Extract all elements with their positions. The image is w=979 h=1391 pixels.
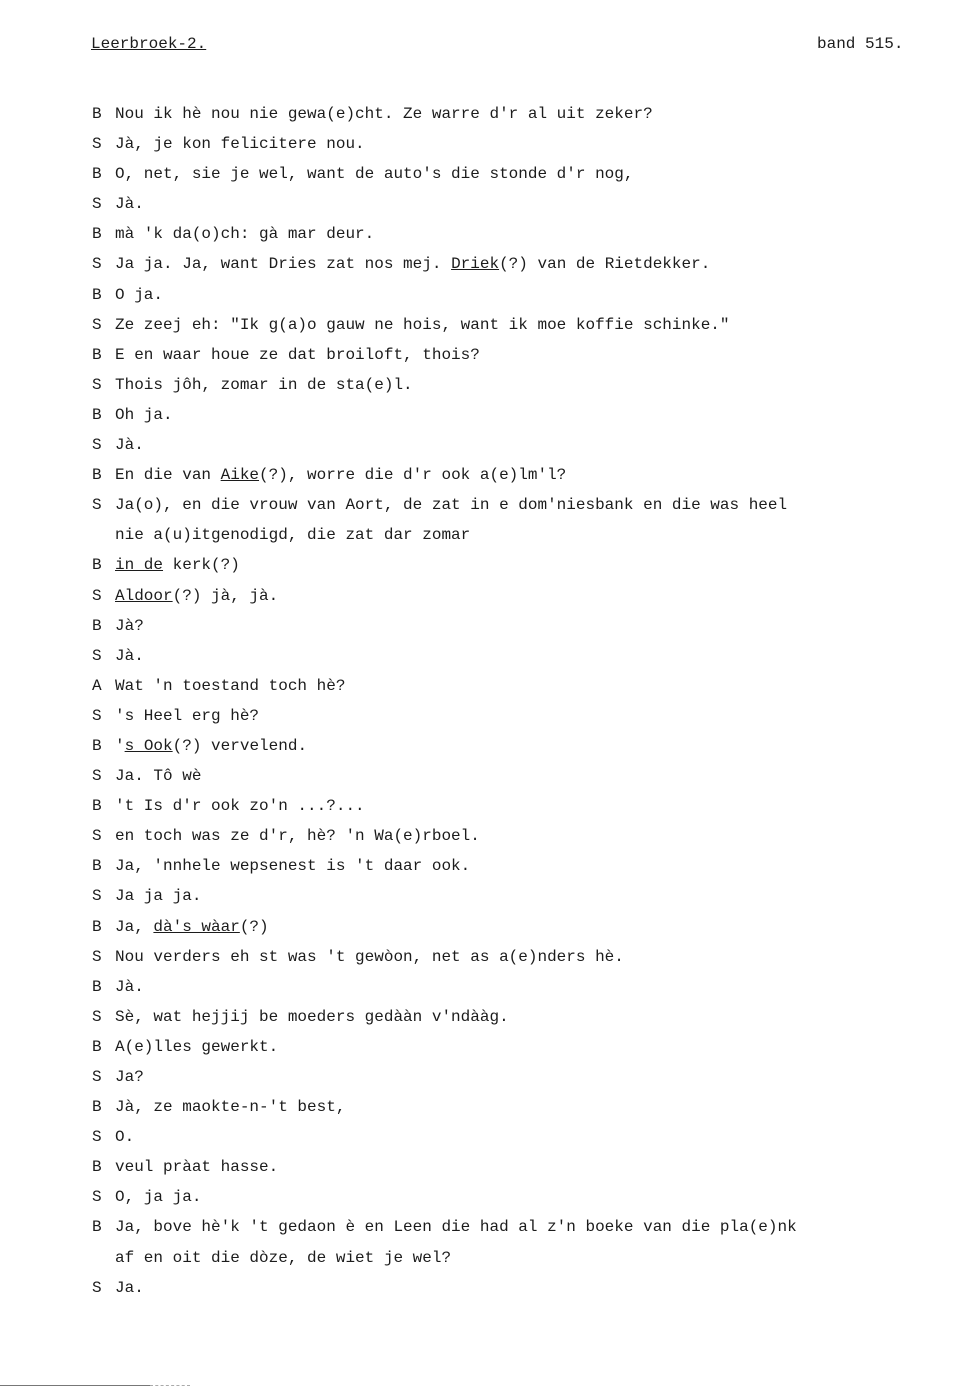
utterance-text: Jà. (115, 436, 144, 455)
utterance-text: Thois jôh, zomar in de sta(e)l. (115, 375, 413, 394)
speaker-label: B (92, 1158, 102, 1177)
transcript-line (92, 766, 892, 796)
speaker-label: B (92, 1218, 102, 1237)
transcript-line (92, 224, 892, 254)
band-number: band 515. (817, 35, 904, 53)
transcript-line (92, 1067, 892, 1097)
speaker-label: B (92, 285, 102, 304)
speaker-label: B (92, 616, 102, 635)
utterance-text: Wat 'n toestand toch hè? (115, 676, 346, 695)
underlined-text: dà's wàar (153, 917, 240, 936)
transcript-line (92, 104, 892, 134)
utterance-text: Sè, wat hejjij be moeders gedààn v'ndààg. (115, 1007, 509, 1026)
utterance-text: Ja. Tô wè (115, 767, 202, 786)
utterance-text: Jà, je kon felicitere nou. (115, 135, 365, 154)
footer-rule-dashed (150, 1385, 190, 1386)
speaker-label: B (92, 1098, 102, 1117)
utterance-text: Ja. (115, 1278, 144, 1297)
speaker-label: B (92, 977, 102, 996)
speaker-label: S (92, 586, 102, 605)
speaker-label: S (92, 1007, 102, 1026)
utterance-text: Jà. (115, 977, 144, 996)
speaker-label: S (92, 135, 102, 154)
speaker-label: B (92, 405, 102, 424)
transcript-line (92, 736, 892, 766)
transcript-body (92, 104, 892, 1308)
transcript-line (92, 555, 892, 585)
underlined-text: Driek (451, 255, 500, 274)
underlined-text: s Ook (124, 736, 173, 755)
transcript-line (92, 285, 892, 315)
footer-rule (0, 1385, 150, 1386)
utterance-text: Jà? (115, 616, 144, 635)
speaker-label: B (92, 225, 102, 244)
utterance-text: Ze zeej eh: "Ik g(a)o gauw ne hois, want ik moe koffie schinke." (115, 315, 730, 334)
underlined-text: Aike (220, 466, 260, 485)
utterance-text: En die van (115, 466, 221, 485)
transcript-line (92, 886, 892, 916)
speaker-label: S (92, 646, 102, 665)
utterance-text: Ja, (115, 917, 154, 936)
transcript-line (92, 435, 892, 465)
speaker-label: B (92, 917, 102, 936)
utterance-text: 's Heel erg hè? (115, 706, 260, 725)
speaker-label: B (92, 857, 102, 876)
transcript-line (92, 405, 892, 435)
utterance-text: Ja, 'nnhele wepsenest is 't daar ook. (115, 857, 471, 876)
transcript-line (92, 254, 892, 284)
speaker-label: S (92, 195, 102, 214)
document-title: Leerbroek-2. (91, 35, 207, 53)
utterance-text: Ja ja. Ja, want Dries zat nos mej. (115, 255, 452, 274)
underlined-text: Aldoor (115, 586, 173, 605)
speaker-label: S (92, 1188, 102, 1207)
transcript-line (92, 1278, 892, 1308)
utterance-text: Jà, ze maokte-n-'t best, (115, 1098, 346, 1117)
transcript-line (92, 646, 892, 676)
utterance-text: ' (115, 736, 125, 755)
transcript-line (92, 164, 892, 194)
transcript-line (92, 1007, 892, 1037)
transcript-line (92, 586, 892, 616)
transcript-line (92, 977, 892, 1007)
underlined-text: in de (115, 556, 164, 575)
utterance-text: Ja(o), en die vrouw van Aort, de zat in e dom'niesbank en die was heel (115, 496, 788, 515)
speaker-label: B (92, 466, 102, 485)
speaker-label: S (92, 315, 102, 334)
speaker-label: A (92, 676, 102, 695)
speaker-label: B (92, 797, 102, 816)
utterance-text: en toch was ze d'r, hè? 'n Wa(e)rboel. (115, 827, 480, 846)
transcript-line (92, 1097, 892, 1127)
utterance-text: O, ja ja. (115, 1188, 202, 1207)
utterance-text: mà 'k da(o)ch: gà mar deur. (115, 225, 375, 244)
speaker-label: S (92, 436, 102, 455)
transcript-line (92, 1248, 892, 1278)
utterance-text: Nou ik hè nou nie gewa(e)cht. Ze warre d'r al uit zeker? (115, 105, 653, 123)
transcript-line (92, 947, 892, 977)
transcript-line (92, 465, 892, 495)
speaker-label: B (92, 165, 102, 184)
transcript-line (92, 616, 892, 646)
speaker-label: S (92, 1068, 102, 1086)
utterance-text: A(e)lles gewerkt. (115, 1037, 279, 1056)
utterance-text: Ja, bove hè'k 't gedaon è en Leen die had al z'n boeke van die pla(e)nk (115, 1218, 797, 1237)
speaker-label: B (92, 556, 102, 575)
transcript-line (92, 1157, 892, 1187)
transcript-line (92, 706, 892, 736)
speaker-label: S (92, 255, 102, 274)
utterance-text: (?) jà, jà. (172, 586, 279, 605)
utterance-text: 't Is d'r ook zo'n ...?... (115, 797, 365, 816)
speaker-label: B (92, 736, 102, 755)
transcript-line (92, 826, 892, 856)
utterance-text: veul pràat hasse. (115, 1158, 279, 1177)
transcript-line (92, 1217, 892, 1247)
utterance-text: kerk(?) (163, 556, 240, 575)
speaker-label: S (92, 1278, 102, 1297)
speaker-label: S (92, 496, 102, 515)
speaker-label: S (92, 827, 102, 846)
speaker-label: S (92, 375, 102, 394)
utterance-text: O. (115, 1128, 135, 1147)
transcript-line (92, 134, 892, 164)
utterance-text: Oh ja. (115, 405, 173, 424)
utterance-text: (?), worre die d'r ook a(e)lm'l? (259, 466, 567, 485)
utterance-text: Ja? (115, 1068, 144, 1086)
transcript-line (92, 917, 892, 947)
transcript-line (92, 495, 892, 525)
speaker-label: S (92, 706, 102, 725)
utterance-text: O, net, sie je wel, want de auto's die stonde d'r nog, (115, 165, 634, 184)
transcript-line (92, 375, 892, 405)
transcript-line (92, 194, 892, 224)
speaker-label: B (92, 345, 102, 364)
transcript-line (92, 1127, 892, 1157)
utterance-text: Nou verders eh st was 't gewòon, net as a(e)nders hè. (115, 947, 624, 966)
utterance-text: E en waar houe ze dat broiloft, thois? (115, 345, 480, 364)
transcript-line (92, 1037, 892, 1067)
utterance-text: O ja. (115, 285, 164, 304)
speaker-label: S (92, 887, 102, 906)
utterance-text: (?) (239, 917, 269, 936)
transcript-line (92, 345, 892, 375)
utterance-text: (?) van de Rietdekker. (499, 255, 711, 274)
utterance-text: nie a(u)itgenodigd, die zat dar zomar (115, 526, 471, 545)
utterance-text: Jà. (115, 195, 144, 214)
transcript-line (92, 856, 892, 886)
transcript-line (92, 525, 892, 555)
utterance-text: Ja ja ja. (115, 887, 202, 906)
transcript-line (92, 796, 892, 826)
utterance-text: (?) vervelend. (172, 736, 308, 755)
transcript-line (92, 1187, 892, 1217)
utterance-text: Jà. (115, 646, 144, 665)
speaker-label: S (92, 1128, 102, 1147)
speaker-label: B (92, 1037, 102, 1056)
utterance-text: af en oit die dòze, de wiet je wel? (115, 1248, 452, 1267)
transcript-line (92, 315, 892, 345)
speaker-label: S (92, 947, 102, 966)
transcript-line (92, 676, 892, 706)
speaker-label: S (92, 767, 102, 786)
speaker-label: B (92, 105, 102, 123)
